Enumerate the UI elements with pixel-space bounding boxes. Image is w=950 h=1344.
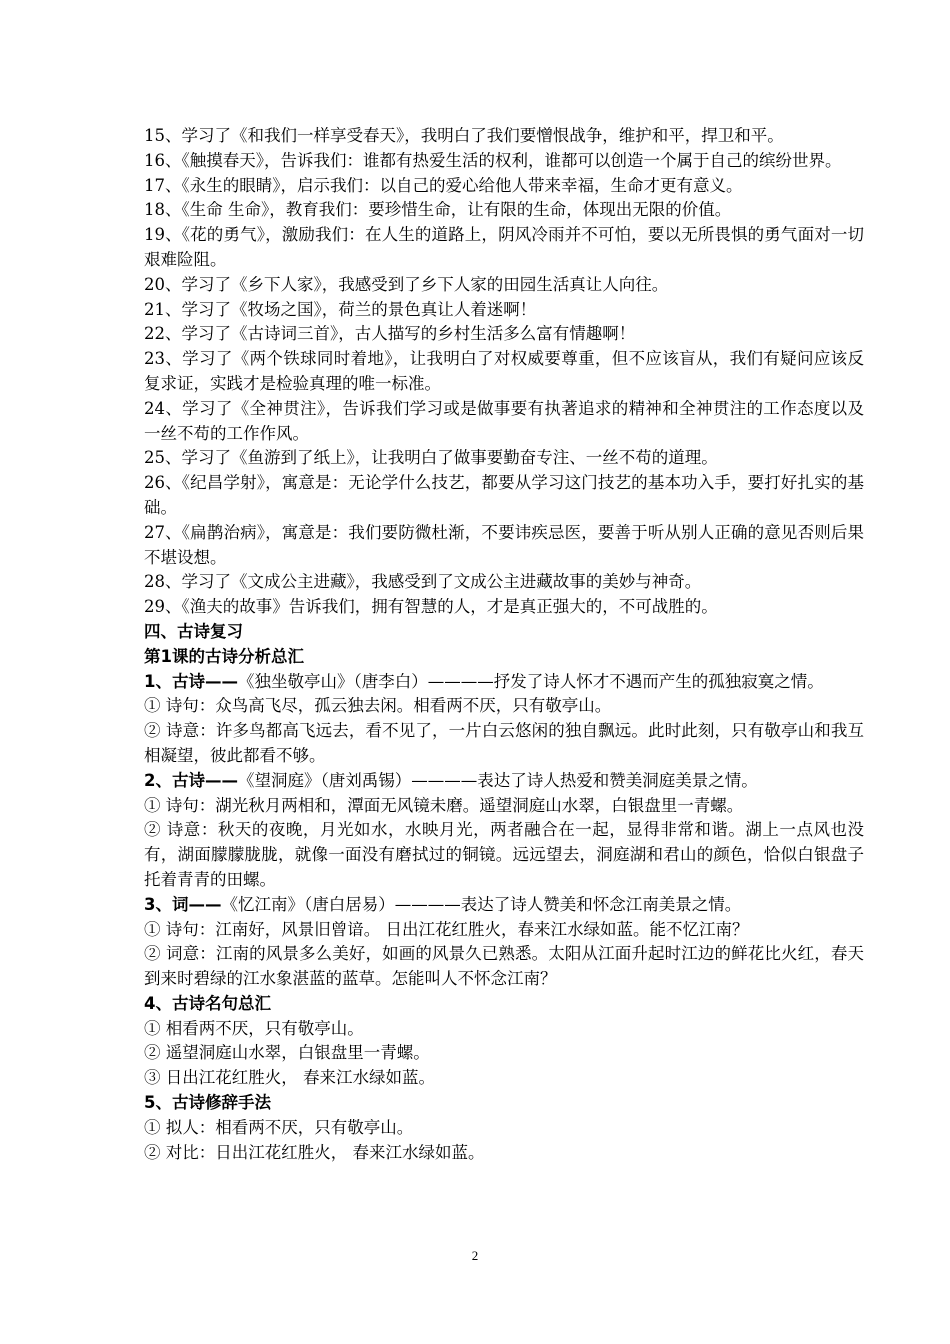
poem-1-meaning: ② 诗意：许多鸟都高飞远去，看不见了，一片白云悠闲的独自飘远。此时此刻，只有敬亭山和我互相凝望，彼此都看不够。 — [144, 721, 864, 765]
note-23: 23、学习了《两个铁球同时着地》，让我明白了对权威要尊重，但不应该盲从，我们有疑问应该反复求证，实践才是检验真理的唯一标准。 — [144, 349, 864, 393]
note-19: 19、《花的勇气》，激励我们：在人生的道路上，阴风冷雨并不可怕，要以无所畏惧的勇气面对一切艰难险阻。 — [144, 225, 864, 269]
note-18: 18、《生命 生命》，教育我们：要珍惜生命，让有限的生命，体现出无限的价值。 — [144, 200, 732, 220]
rhetoric-line: ① 拟人：相看两不厌，只有敬亭山。 — [144, 1117, 414, 1137]
rhetoric-title: 5、古诗修辞手法 — [144, 1093, 271, 1113]
poem-2-meaning: ② 诗意：秋天的夜晚，月光如水，水映月光，两者融合在一起，显得非常和谐。湖上一点风也没有，湖面朦朦胧胧，就像一面没有磨拭过的铜镜。远远望去，洞庭湖和君山的颜色，恰似白银盘子托着青青的田螺。 — [144, 820, 864, 889]
section-subtitle: 第1课的古诗分析总汇 — [144, 646, 304, 666]
page-number: 2 — [471, 1248, 479, 1263]
note-25: 25、学习了《鱼游到了纸上》，让我明白了做事要勤奋专注、一丝不苟的道理。 — [144, 448, 718, 468]
poem-3-heading — [144, 893, 864, 918]
poem-1-title: 《独坐敬亭山》（唐李白）————抒发了诗人怀才不遇而产生的孤独寂寞之情。 — [237, 671, 824, 691]
poem-2-verse: ① 诗句：湖光秋月两相和，潭面无风镜未磨。遥望洞庭山水翠，白银盘里一青螺。 — [144, 795, 744, 815]
section-title: 四、古诗复习 — [144, 621, 243, 641]
poem-3-meaning: ② 词意：江南的风景多么美好，如画的风景久已熟悉。太阳从江面升起时江边的鲜花比火红，春天到来时碧绿的江水象湛蓝的蓝草。怎能叫人不怀念江南？ — [144, 944, 864, 989]
poem-1-label: 1、古诗—— — [144, 671, 238, 691]
note-26: 26、《纪昌学射》，寓意是：无论学什么技艺，都要从学习这门技艺的基本功入手，要打好扎实的基础。 — [144, 473, 864, 517]
page-content — [144, 124, 864, 1165]
note-24: 24、学习了《全神贯注》，告诉我们学习或是做事要有执著追求的精神和全神贯注的工作态度以及一丝不苟的工作作风。 — [144, 398, 864, 443]
poem-1-heading — [144, 670, 864, 695]
note-27: 27、《扁鹊治病》，寓意是：我们要防微杜渐，不要讳疾忌医，要善于听从别人正确的意见否则后果不堪设想。 — [144, 522, 864, 567]
note-20: 20、学习了《乡下人家》，我感受到了乡下人家的田园生活真让人向往。 — [144, 274, 669, 294]
famous-line: ③ 日出江花红胜火， 春来江水绿如蓝。 — [144, 1068, 435, 1088]
poem-2-heading — [144, 769, 864, 794]
poem-2-label: 2、古诗—— — [144, 770, 238, 790]
note-16: 16、《触摸春天》，告诉我们：谁都有热爱生活的权利，谁都可以创造一个属于自己的缤纷世界。 — [144, 150, 842, 170]
poem-2-title: 《望洞庭》（唐刘禹锡）————表达了诗人热爱和赞美洞庭美景之情。 — [237, 770, 758, 790]
note-17: 17、《永生的眼睛》，启示我们：以自己的爱心给他人带来幸福，生命才更有意义。 — [144, 175, 743, 195]
poem-3-title: 《忆江南》（唐白居易）————表达了诗人赞美和怀念江南美景之情。 — [221, 894, 742, 914]
note-21: 21、学习了《牧场之国》，荷兰的景色真让人着迷啊！ — [144, 299, 537, 319]
poem-3-verse: ① 诗句：江南好，风景旧曾谙。 日出江花红胜火，春来江水绿如蓝。能不忆江南？ — [144, 919, 749, 939]
famous-line: ② 遥望洞庭山水翠，白银盘里一青螺。 — [144, 1043, 430, 1063]
note-15: 15、学习了《和我们一样享受春天》，我明白了我们要憎恨战争，维护和平，捍卫和平。 — [144, 126, 784, 145]
note-22: 22、学习了《古诗词三首》，古人描写的乡村生活多么富有情趣啊！ — [144, 324, 636, 344]
note-29: 29、《渔夫的故事》告诉我们，拥有智慧的人，才是真正强大的，不可战胜的。 — [144, 597, 718, 617]
famous-line: ① 相看两不厌，只有敬亭山。 — [144, 1018, 364, 1038]
note-28: 28、学习了《文成公主进藏》，我感受到了文成公主进藏故事的美妙与神奇。 — [144, 572, 702, 592]
poem-3-label: 3、词—— — [144, 894, 222, 914]
rhetoric-line: ② 对比：日出江花红胜火， 春来江水绿如蓝。 — [144, 1142, 485, 1162]
famous-lines-title: 4、古诗名句总汇 — [144, 993, 271, 1013]
poem-1-verse: ① 诗句：众鸟高飞尽，孤云独去闲。相看两不厌，只有敬亭山。 — [144, 696, 612, 716]
